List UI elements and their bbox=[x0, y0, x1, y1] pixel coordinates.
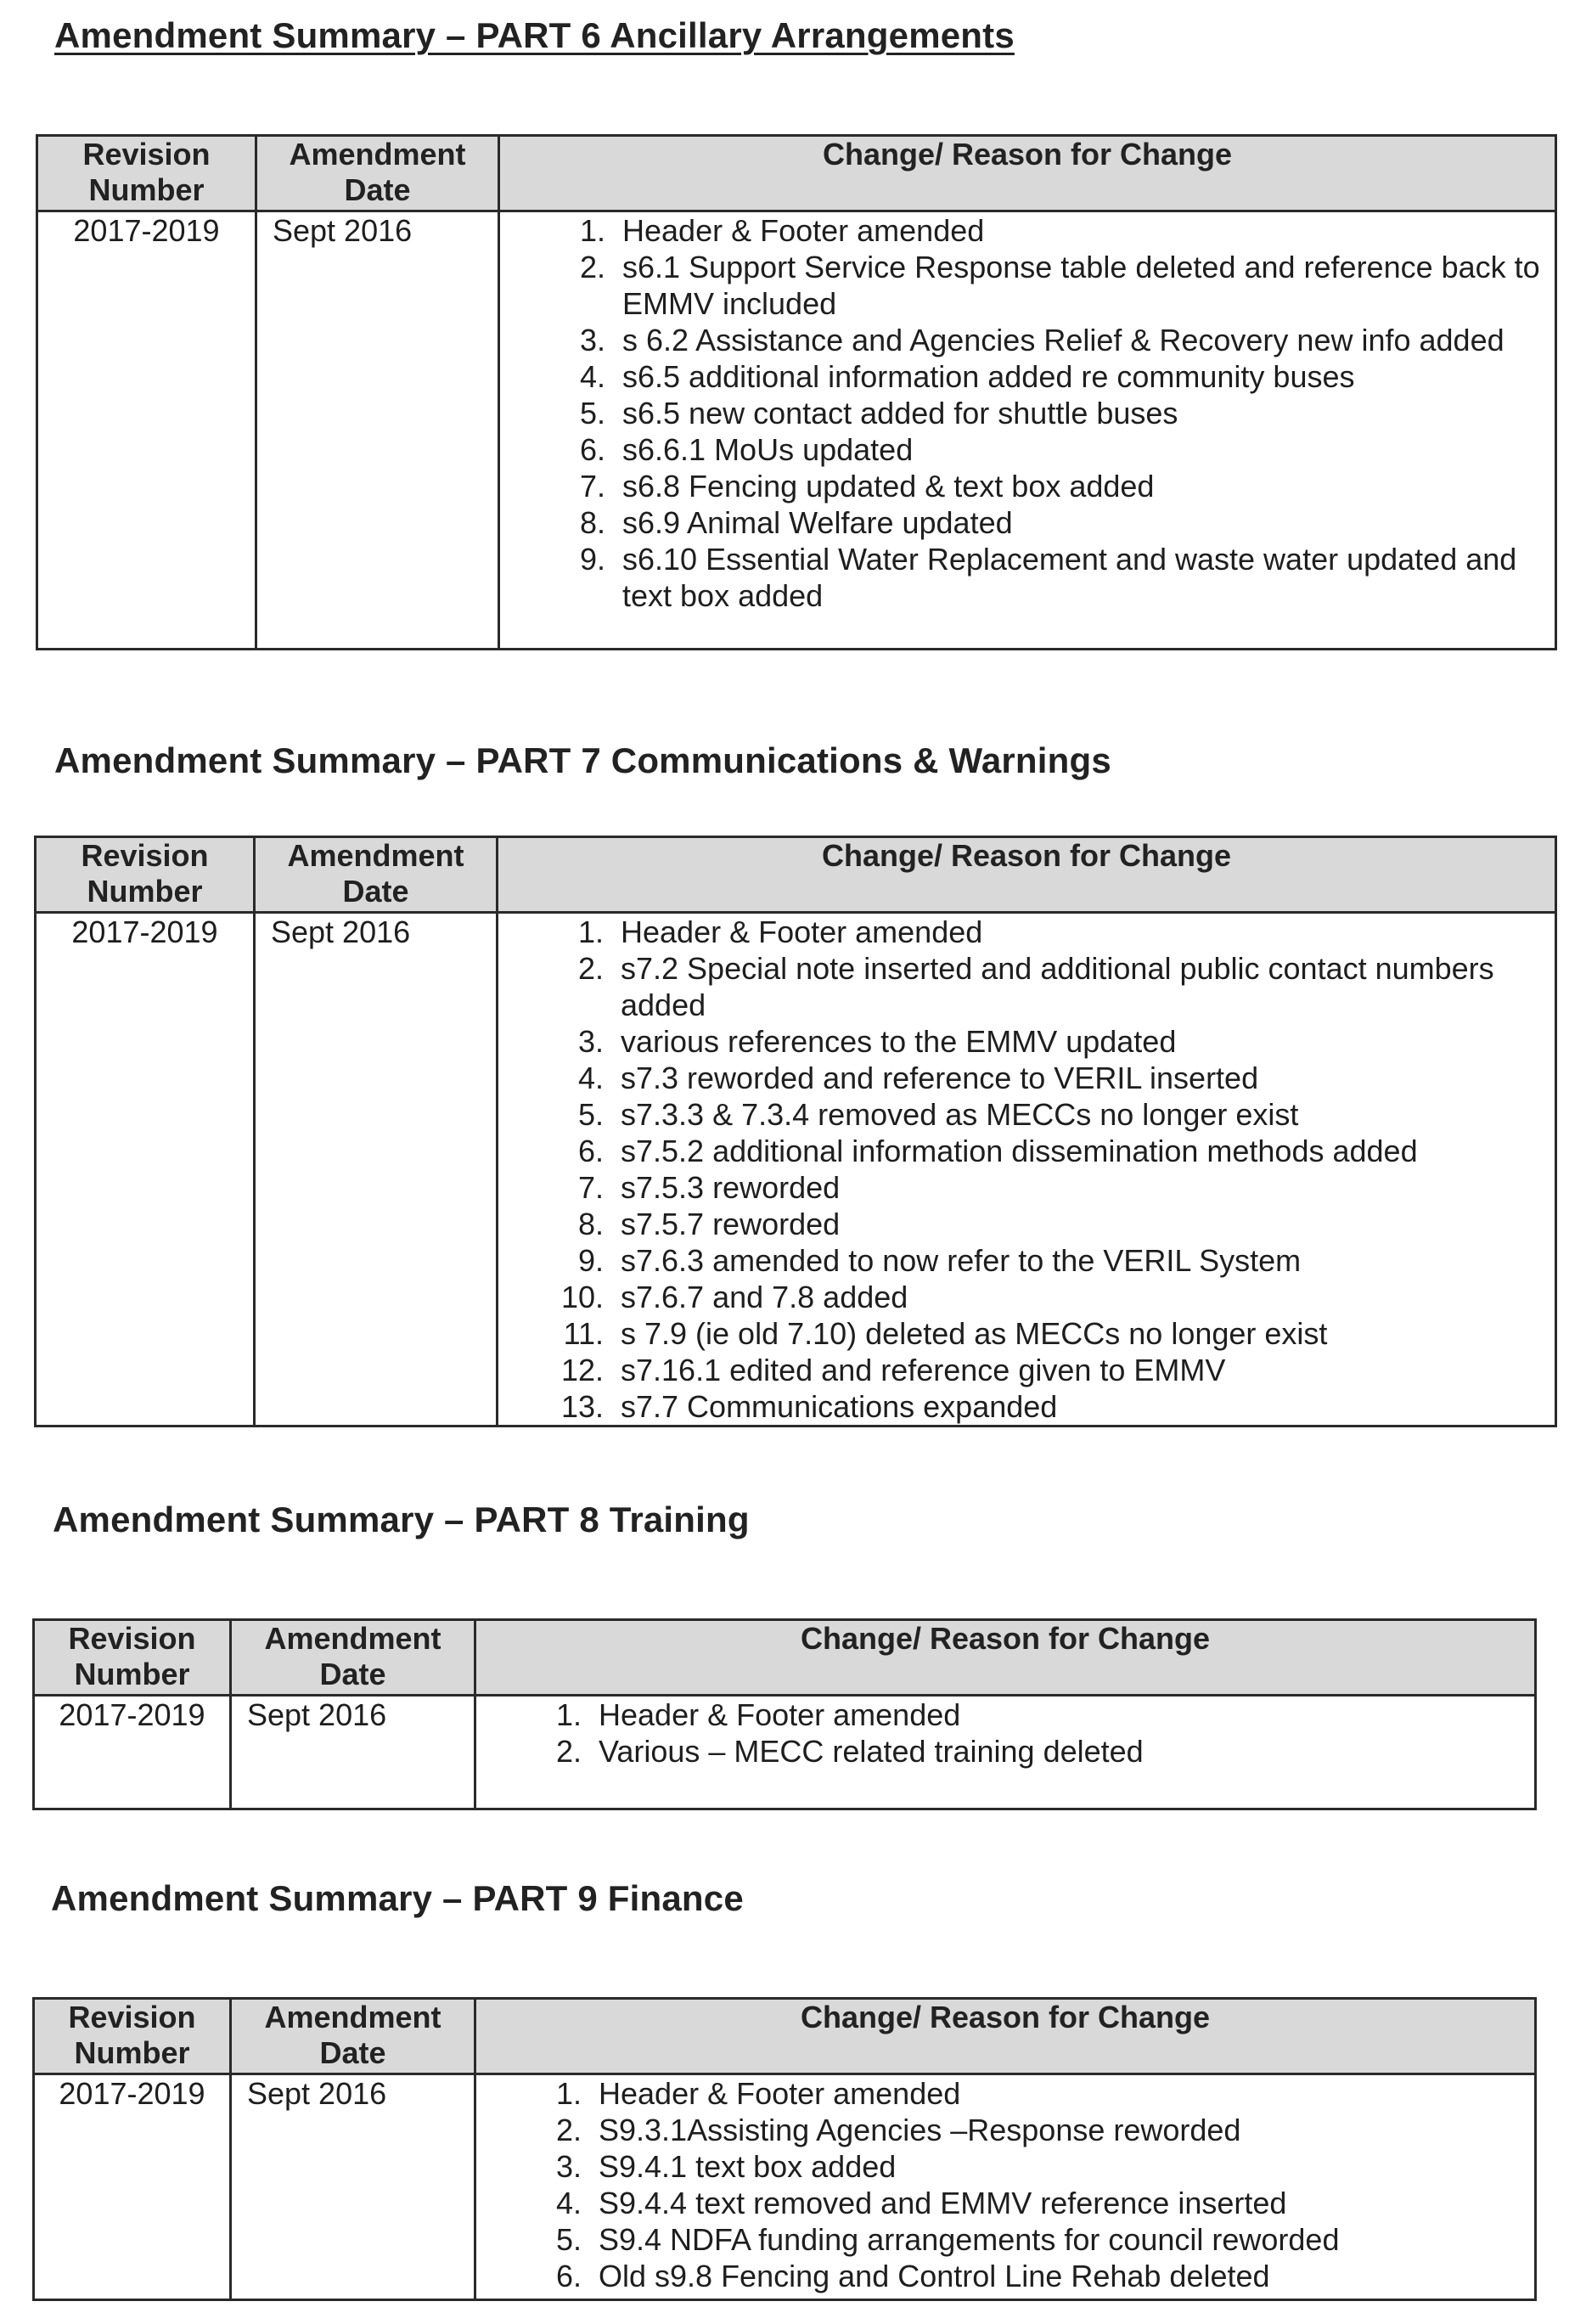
list-item-number: 2. bbox=[555, 1734, 582, 1769]
list-item-number: 1. bbox=[577, 914, 604, 949]
list-item-text: various references to the EMMV updated bbox=[621, 1024, 1177, 1059]
list-item-number: 1. bbox=[555, 1697, 582, 1732]
revision-number: 2017-2019 bbox=[34, 2074, 231, 2300]
list-item bbox=[503, 1315, 1549, 1352]
amendment-date: Sept 2016 bbox=[256, 211, 499, 650]
list-item bbox=[481, 2258, 1529, 2294]
list-item bbox=[503, 1206, 1549, 1242]
list-item-text: Header & Footer amended bbox=[622, 213, 985, 248]
list-item-number: 5. bbox=[579, 396, 605, 430]
list-item-text: Header & Footer amended bbox=[599, 2076, 961, 2111]
list-item bbox=[481, 2185, 1529, 2221]
change-list-cell bbox=[498, 913, 1556, 1426]
change-list bbox=[503, 914, 1549, 1425]
change-list-cell bbox=[475, 2074, 1536, 2300]
list-item-text: s7.16.1 edited and reference given to EMMV bbox=[621, 1353, 1226, 1387]
change-list bbox=[481, 1697, 1529, 1770]
revision-number: 2017-2019 bbox=[37, 211, 256, 650]
list-item-number: 6. bbox=[577, 1134, 604, 1168]
list-item-number: 2. bbox=[577, 951, 604, 986]
list-item-number: 2. bbox=[555, 2113, 582, 2147]
list-item-text: S9.4.4 text removed and EMMV reference inserted bbox=[599, 2186, 1287, 2220]
header-amendment-date: Amendment Date bbox=[231, 1999, 475, 2074]
amendment-date: Sept 2016 bbox=[231, 1696, 475, 1809]
list-item-number: 3. bbox=[555, 2149, 582, 2184]
list-item-number: 4. bbox=[555, 2186, 582, 2220]
amendment-table-part-8 bbox=[32, 1618, 1537, 1810]
list-item-number: 6. bbox=[579, 432, 605, 467]
list-item-number: 4. bbox=[579, 359, 605, 394]
header-change-reason: Change/ Reason for Change bbox=[475, 1620, 1536, 1696]
section-title: Amendment Summary – PART 8 Training bbox=[53, 1500, 750, 1539]
list-item-text: s7.3 reworded and reference to VERIL inserted bbox=[621, 1061, 1259, 1095]
list-item bbox=[503, 1242, 1549, 1279]
section-title: Amendment Summary – PART 6 Ancillary Arrangements bbox=[54, 15, 1015, 55]
list-item-text: s6.1 Support Service Response table deleted and reference back to EMMV included bbox=[622, 250, 1540, 321]
header-revision: Revision Number bbox=[34, 1999, 231, 2074]
list-item-text: s6.8 Fencing updated & text box added bbox=[622, 469, 1155, 504]
list-item-text: s7.6.3 amended to now refer to the VERIL System bbox=[621, 1243, 1302, 1278]
list-item-text: Old s9.8 Fencing and Control Line Rehab deleted bbox=[599, 2259, 1270, 2293]
list-item-number: 4. bbox=[577, 1061, 604, 1095]
list-item bbox=[503, 1060, 1549, 1096]
change-list-cell bbox=[499, 211, 1556, 650]
list-item-text: Various – MECC related training deleted bbox=[599, 1734, 1144, 1769]
list-item bbox=[503, 1096, 1549, 1133]
amendment-table-part-6 bbox=[36, 134, 1557, 650]
list-item bbox=[481, 2148, 1529, 2185]
header-change-reason: Change/ Reason for Change bbox=[475, 1999, 1536, 2074]
list-item-number: 13. bbox=[560, 1389, 604, 1424]
list-item bbox=[503, 914, 1549, 950]
list-item bbox=[505, 468, 1549, 504]
list-item bbox=[503, 1169, 1549, 1206]
table-row bbox=[34, 1696, 1536, 1809]
amendment-date: Sept 2016 bbox=[255, 913, 498, 1426]
section-part-9 bbox=[51, 1878, 744, 1919]
change-list-cell bbox=[475, 1696, 1536, 1809]
section-part-8 bbox=[53, 1500, 750, 1540]
list-item bbox=[505, 249, 1549, 322]
header-amendment-date: Amendment Date bbox=[255, 837, 498, 913]
list-item-text: s6.5 additional information added re community buses bbox=[622, 359, 1355, 394]
list-item-text: s7.5.3 reworded bbox=[621, 1170, 841, 1205]
list-item-number: 10. bbox=[560, 1280, 604, 1314]
list-item-text: s7.6.7 and 7.8 added bbox=[621, 1280, 908, 1314]
amendment-table-part-9 bbox=[32, 1997, 1537, 2301]
table-row bbox=[37, 211, 1556, 650]
list-item-text: Header & Footer amended bbox=[599, 1697, 961, 1732]
list-item bbox=[505, 322, 1549, 358]
list-item bbox=[503, 1388, 1549, 1425]
revision-number: 2017-2019 bbox=[34, 1696, 231, 1809]
list-item bbox=[503, 1279, 1549, 1315]
amendment-table-part-7 bbox=[34, 836, 1557, 1427]
list-item-number: 9. bbox=[577, 1243, 604, 1278]
table-header-row bbox=[34, 1999, 1536, 2074]
list-item bbox=[481, 1697, 1529, 1733]
change-list bbox=[505, 212, 1549, 614]
list-item-text: s6.9 Animal Welfare updated bbox=[622, 505, 1013, 540]
list-item-text: s6.5 new contact added for shuttle buses bbox=[622, 396, 1178, 430]
header-amendment-date: Amendment Date bbox=[256, 136, 499, 211]
list-item-number: 8. bbox=[579, 505, 605, 540]
change-list bbox=[481, 2075, 1529, 2294]
header-revision: Revision Number bbox=[36, 837, 255, 913]
list-item-number: 5. bbox=[577, 1097, 604, 1132]
list-item-number: 3. bbox=[577, 1024, 604, 1059]
list-item-number: 5. bbox=[555, 2222, 582, 2257]
list-item-text: S9.4 NDFA funding arrangements for council reworded bbox=[599, 2222, 1340, 2257]
section-part-7 bbox=[54, 740, 1111, 781]
list-item bbox=[505, 358, 1549, 395]
table-header-row bbox=[34, 1620, 1536, 1696]
list-item bbox=[481, 1733, 1529, 1770]
table-row bbox=[34, 2074, 1536, 2300]
list-item bbox=[505, 395, 1549, 431]
list-item bbox=[503, 950, 1549, 1023]
list-item-number: 8. bbox=[577, 1207, 604, 1241]
section-title: Amendment Summary – PART 9 Finance bbox=[51, 1878, 744, 1918]
header-change-reason: Change/ Reason for Change bbox=[499, 136, 1556, 211]
table-header-row bbox=[37, 136, 1556, 211]
list-item bbox=[505, 431, 1549, 468]
table-row bbox=[36, 913, 1556, 1426]
table-header-row bbox=[36, 837, 1556, 913]
list-item-text: s7.7 Communications expanded bbox=[621, 1389, 1058, 1424]
list-item-text: s 7.9 (ie old 7.10) deleted as MECCs no longer exist bbox=[621, 1316, 1328, 1351]
list-item-text: s7.3.3 & 7.3.4 removed as MECCs no longer exist bbox=[621, 1097, 1299, 1132]
list-item-text: S9.3.1Assisting Agencies –Response reworded bbox=[599, 2113, 1241, 2147]
list-item bbox=[505, 212, 1549, 249]
list-item-number: 7. bbox=[579, 469, 605, 504]
list-item-number: 11. bbox=[563, 1316, 604, 1351]
list-item-number: 9. bbox=[579, 542, 605, 577]
list-item-number: 6. bbox=[555, 2259, 582, 2293]
list-item-number: 3. bbox=[579, 323, 605, 357]
list-item-text: S9.4.1 text box added bbox=[599, 2149, 897, 2184]
list-item-text: s7.5.7 reworded bbox=[621, 1207, 841, 1241]
section-part-6 bbox=[54, 15, 1015, 56]
list-item-text: s 6.2 Assistance and Agencies Relief & Recovery new info added bbox=[622, 323, 1504, 357]
header-revision: Revision Number bbox=[37, 136, 256, 211]
list-item bbox=[481, 2075, 1529, 2112]
list-item bbox=[481, 2221, 1529, 2258]
list-item bbox=[503, 1133, 1549, 1169]
list-item-text: s7.2 Special note inserted and additional public contact numbers added bbox=[621, 951, 1494, 1022]
list-item-number: 2. bbox=[579, 250, 605, 284]
list-item bbox=[505, 504, 1549, 541]
list-item-number: 1. bbox=[579, 213, 605, 248]
list-item bbox=[505, 541, 1549, 614]
section-title: Amendment Summary – PART 7 Communications & Warnings bbox=[54, 740, 1111, 780]
header-amendment-date: Amendment Date bbox=[231, 1620, 475, 1696]
header-revision: Revision Number bbox=[34, 1620, 231, 1696]
amendment-date: Sept 2016 bbox=[231, 2074, 475, 2300]
list-item-number: 1. bbox=[555, 2076, 582, 2111]
list-item-text: s6.10 Essential Water Replacement and waste water updated and text box added bbox=[622, 542, 1517, 613]
revision-number: 2017-2019 bbox=[36, 913, 255, 1426]
list-item bbox=[503, 1352, 1549, 1388]
list-item bbox=[503, 1023, 1549, 1060]
list-item-text: s6.6.1 MoUs updated bbox=[622, 432, 914, 467]
list-item-text: Header & Footer amended bbox=[621, 914, 983, 949]
list-item bbox=[481, 2112, 1529, 2148]
list-item-text: s7.5.2 additional information dissemination methods added bbox=[621, 1134, 1418, 1168]
list-item-number: 7. bbox=[577, 1170, 604, 1205]
header-change-reason: Change/ Reason for Change bbox=[498, 837, 1556, 913]
list-item-number: 12. bbox=[560, 1353, 604, 1387]
